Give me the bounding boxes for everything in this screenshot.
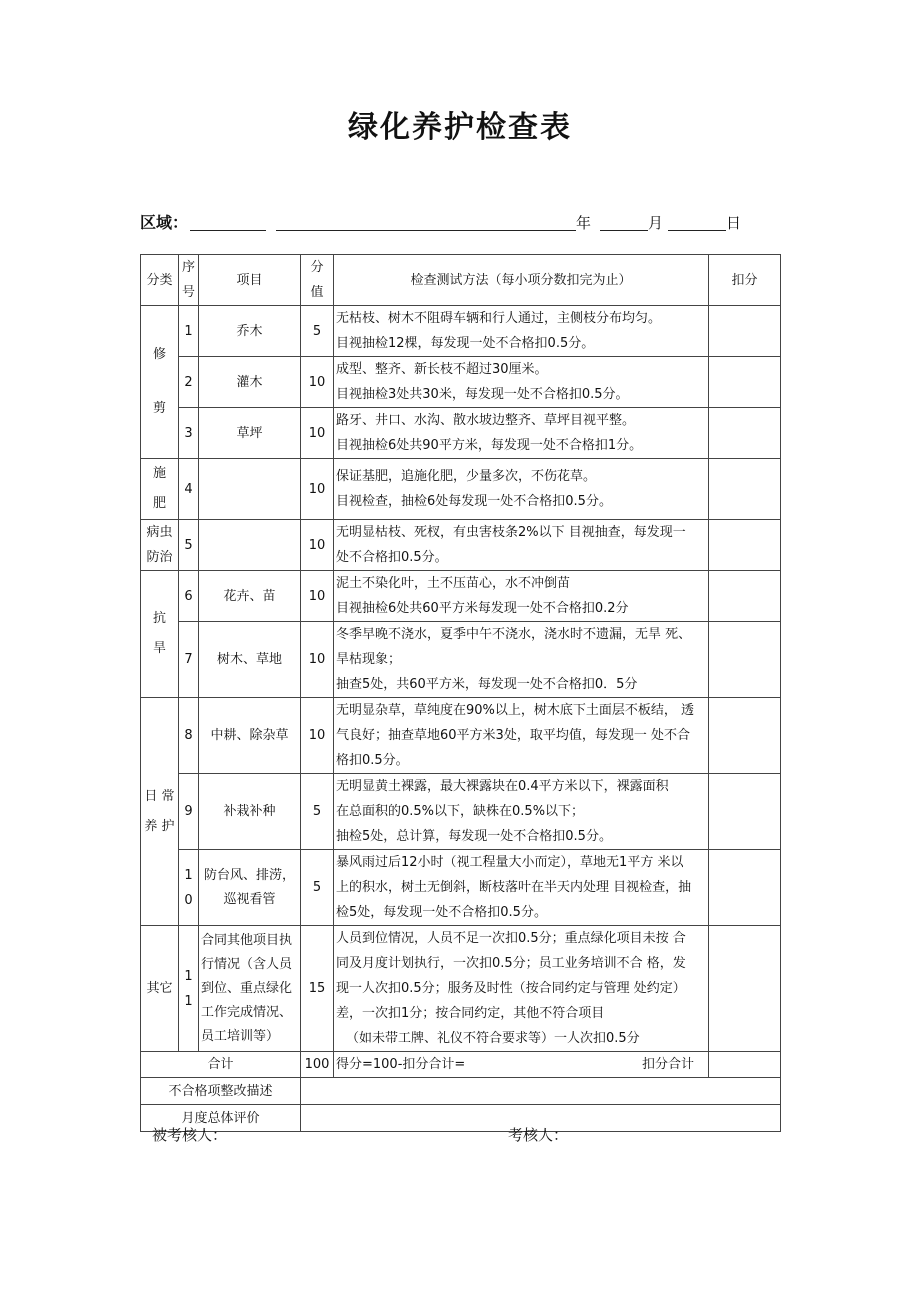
col-header-seq: [179, 255, 199, 306]
overall-label: 月度总体评价: [141, 1105, 301, 1132]
month-field[interactable]: [600, 230, 648, 231]
col-header-score-line2: 值: [310, 285, 324, 300]
category-daily-line2: 养 护: [144, 818, 175, 834]
month-label: 月: [648, 214, 664, 232]
item-line: 防台风、排涝，: [203, 867, 295, 883]
score-cell: 5: [301, 306, 334, 357]
score-cell: 10: [301, 357, 334, 408]
item-line: 行情况（含人员: [201, 956, 293, 972]
totals-formula-cell: [334, 1052, 709, 1078]
item-cell: 中耕、除杂草: [199, 698, 301, 774]
category-pest-line2: 防治: [146, 550, 173, 565]
seq-cell: 1: [179, 306, 199, 357]
rectify-label: 不合格项整改描述: [141, 1078, 301, 1105]
method-line: 成型、整齐、新长枝不超过30厘米。: [336, 362, 548, 377]
method-cell: [334, 408, 709, 459]
seq-digit: 0: [184, 892, 193, 908]
method-line: 无明显杂草，草纯度在90%以上，树木底下土面层不板结， 透: [336, 703, 695, 718]
deduct-input-cell[interactable]: [709, 926, 781, 1052]
table-row: [141, 459, 781, 520]
table-header-row: [141, 255, 781, 306]
score-cell: 10: [301, 698, 334, 774]
category-prune-line2: 剪: [152, 401, 166, 416]
totals-row: [141, 1052, 781, 1078]
method-line: 目视抽检6处共90平方米，每发现一处不合格扣1分。: [336, 438, 643, 453]
deduct-input-cell[interactable]: [709, 774, 781, 850]
method-line: 保证基肥，追施化肥，少量多次，不伤花草。: [336, 469, 597, 484]
seq-cell: 3: [179, 408, 199, 459]
category-drought: [141, 571, 179, 698]
deduct-input-cell[interactable]: [709, 520, 781, 571]
method-line: 旱枯现象；: [336, 652, 402, 667]
col-header-seq-line1: 序: [181, 260, 195, 275]
col-header-deduct: 扣分: [709, 255, 781, 306]
inspection-table: [140, 254, 781, 1132]
rectify-row: [141, 1078, 781, 1105]
item-line: 合同其他项目执: [201, 932, 293, 948]
seq-cell: 6: [179, 571, 199, 622]
year-label: 年: [576, 214, 592, 232]
totals-value: 100: [301, 1052, 334, 1078]
table-row: [141, 357, 781, 408]
item-line: 员工培训等）: [201, 1028, 280, 1044]
table-row: [141, 774, 781, 850]
page-title: 绿化养护检查表: [348, 110, 572, 145]
item-cell: 乔木: [199, 306, 301, 357]
table-row: [141, 850, 781, 926]
col-header-seq-line2: 号: [181, 285, 195, 300]
region-field-short[interactable]: [190, 230, 266, 231]
method-line: 无明显枯枝、死杈，有虫害枝条2%以下 目视抽查，每发现一: [336, 525, 686, 540]
item-cell: [199, 926, 301, 1052]
deduct-input-cell[interactable]: [709, 306, 781, 357]
table-row: [141, 520, 781, 571]
category-fertilize: [141, 459, 179, 520]
deduct-input-cell[interactable]: [709, 698, 781, 774]
item-cell: 灌木: [199, 357, 301, 408]
method-cell: [334, 571, 709, 622]
method-cell: [334, 850, 709, 926]
score-cell: 5: [301, 850, 334, 926]
category-daily-line1: 日 常: [144, 788, 175, 804]
deduct-input-cell[interactable]: [709, 571, 781, 622]
method-line: 抽检5处，总计算，每发现一处不合格扣0.5分。: [336, 829, 612, 844]
category-drought-line1: 抗: [152, 611, 166, 626]
score-cell: 10: [301, 571, 334, 622]
score-cell: 10: [301, 520, 334, 571]
item-cell: 花卉、苗: [199, 571, 301, 622]
method-line: 现一人次扣0.5分；服务及时性（按合同约定与管理 处约定）: [336, 981, 686, 996]
seq-cell: [179, 850, 199, 926]
item-cell: [199, 520, 301, 571]
category-fertilize-line2: 肥: [152, 496, 166, 511]
table-row: [141, 306, 781, 357]
category-pest-line1: 病虫: [146, 525, 173, 540]
examiner-signature: 考核人：: [508, 1126, 569, 1144]
method-line: 冬季早晚不浇水，夏季中午不浇水，浇水时不遗漏，无旱 死、: [336, 627, 692, 642]
method-line: 暴风雨过后12小时（视工程量大小而定），草地无1平方 米以: [336, 855, 684, 870]
method-line: 差，一次扣1分；按合同约定，其他不符合项目: [336, 1006, 605, 1021]
method-line: 目视抽检6处共60平方米每发现一处不合格扣0.2分: [336, 601, 629, 616]
method-cell: [334, 774, 709, 850]
method-line: 目视抽检12棵，每发现一处不合格扣0.5分。: [336, 336, 595, 351]
deduct-input-cell[interactable]: [709, 357, 781, 408]
day-label: 日: [726, 214, 742, 232]
overall-row: [141, 1105, 781, 1132]
method-line: 无枯枝、树木不阻碍车辆和行人通过，主侧枝分布均匀。: [336, 311, 662, 326]
method-line: （如未带工牌、礼仪不符合要求等）一人次扣0.5分: [346, 1031, 640, 1046]
score-cell: 10: [301, 408, 334, 459]
table-row: [141, 571, 781, 622]
method-line: 在总面积的0.5%以下，缺株在0.5%以下；: [336, 804, 585, 819]
examinee-signature: 被考核人：: [152, 1126, 228, 1144]
score-cell: 15: [301, 926, 334, 1052]
method-line: 人员到位情况，人员不足一次扣0.5分；重点绿化项目未按 合: [336, 931, 686, 946]
category-fertilize-line1: 施: [152, 466, 166, 481]
item-cell: 补栽补种: [199, 774, 301, 850]
method-cell: [334, 306, 709, 357]
method-line: 无明显黄土裸露，最大裸露块在0.4平方米以下，裸露面积: [336, 779, 669, 794]
method-line: 目视检查，抽检6处每发现一处不合格扣0.5分。: [336, 494, 612, 509]
table-row: [141, 408, 781, 459]
col-header-method: 检查测试方法（每小项分数扣完为止）: [334, 255, 709, 306]
region-line: [140, 210, 780, 234]
method-line: 路牙、井口、水沟、散水坡边整齐、草坪目视平整。: [336, 413, 636, 428]
deduct-total-input[interactable]: [709, 1052, 781, 1078]
method-line: 泥土不染化叶，土不压苗心，水不冲倒苗: [336, 576, 571, 591]
item-line: 巡视看管: [223, 891, 276, 907]
seq-cell: 9: [179, 774, 199, 850]
seq-digit: 1: [184, 867, 193, 883]
method-line: 检5处，每发现一处不合格扣0.5分。: [336, 905, 547, 920]
method-cell: [334, 520, 709, 571]
rectify-input[interactable]: [301, 1078, 781, 1105]
category-pest: [141, 520, 179, 571]
category-other: 其它: [141, 926, 179, 1052]
totals-label: 合计: [141, 1052, 301, 1078]
item-cell: [199, 850, 301, 926]
deduct-input-cell[interactable]: [709, 850, 781, 926]
score-cell: 10: [301, 459, 334, 520]
region-label: 区域：: [140, 213, 189, 232]
table-row: [141, 926, 781, 1052]
method-line: 抽查5处，共60平方米，每发现一处不合格扣0．5分: [336, 677, 638, 692]
table-row: [141, 698, 781, 774]
col-header-item: 项目: [199, 255, 301, 306]
method-line: 上的积水，树土无倒斜，断枝落叶在半天内处理 目视检查，抽: [336, 880, 692, 895]
category-drought-line2: 旱: [152, 641, 166, 656]
seq-cell: 4: [179, 459, 199, 520]
seq-cell: 7: [179, 622, 199, 698]
item-line: 到位、重点绿化: [201, 980, 293, 996]
category-prune: [141, 306, 179, 459]
method-line: 同及月度计划执行，一次扣0.5分；员工业务培训不合 格，发: [336, 956, 686, 971]
seq-cell: 2: [179, 357, 199, 408]
category-prune-line1: 修: [152, 347, 166, 362]
region-field-long[interactable]: [276, 230, 576, 231]
method-cell: [334, 622, 709, 698]
deduct-input-cell[interactable]: [709, 408, 781, 459]
table-row: [141, 622, 781, 698]
day-field[interactable]: [668, 230, 726, 231]
seq-cell: [179, 926, 199, 1052]
method-cell: [334, 926, 709, 1052]
col-header-category: 分类: [141, 255, 179, 306]
method-cell: [334, 459, 709, 520]
deduct-input-cell[interactable]: [709, 622, 781, 698]
score-cell: 5: [301, 774, 334, 850]
method-cell: [334, 698, 709, 774]
deduct-input-cell[interactable]: [709, 459, 781, 520]
score-formula: 得分=100-扣分合计=: [336, 1057, 466, 1072]
method-line: 目视抽检3处共30米，每发现一处不合格扣0.5分。: [336, 387, 629, 402]
deduct-total-label: 扣分合计: [641, 1057, 694, 1072]
item-cell: 草坪: [199, 408, 301, 459]
item-line: 工作完成情况、: [201, 1004, 293, 1020]
method-cell: [334, 357, 709, 408]
col-header-score: [301, 255, 334, 306]
seq-cell: 8: [179, 698, 199, 774]
item-cell: 树木、草地: [199, 622, 301, 698]
seq-digit: 1: [184, 993, 193, 1009]
method-line: 格扣0.5分。: [336, 753, 409, 768]
seq-cell: 5: [179, 520, 199, 571]
col-header-score-line1: 分: [310, 260, 324, 275]
item-cell: [199, 459, 301, 520]
method-line: 气良好；抽查草地60平方米3处，取平均值，每发现一 处不合: [336, 728, 690, 743]
seq-digit: 1: [184, 968, 193, 984]
category-daily-care: [141, 698, 179, 926]
score-cell: 10: [301, 622, 334, 698]
method-line: 处不合格扣0.5分。: [336, 550, 448, 565]
